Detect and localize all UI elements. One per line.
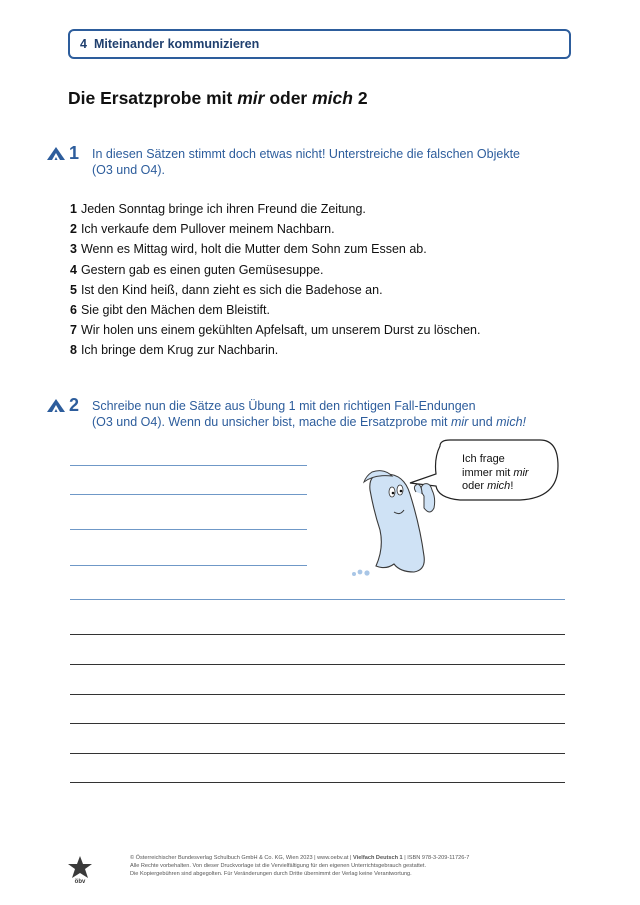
bubble-text: oder: [462, 480, 488, 492]
writing-line[interactable]: [70, 694, 565, 695]
page-title: [68, 88, 368, 109]
sentence-text: Ich verkaufe dem Pullover meinem Nachbarn.: [80, 222, 335, 237]
footer-text: | ISBN 978-3-209-11726-7: [402, 855, 470, 861]
sentence-item: [70, 260, 480, 280]
instruction-line: In diesen Sätzen stimmt doch etwas nicht! Unterstreiche die falschen Objekte: [92, 147, 520, 161]
title-word-mich: mich: [312, 88, 353, 108]
instruction-word-mir: mir: [450, 415, 469, 429]
sentence-text: Wenn es Mittag wird, holt die Mutter dem Sohn zum Essen ab.: [80, 242, 427, 257]
bubble-text: !: [510, 480, 514, 492]
sentence-text: Jeden Sonntag bringe ich ihren Freund die Zeitung.: [80, 202, 366, 216]
chapter-header: [68, 29, 571, 59]
sentence-item: [70, 219, 480, 239]
instruction-line: [92, 414, 526, 430]
logo-text: öbv: [74, 879, 86, 884]
writing-line[interactable]: [70, 634, 565, 635]
sentence-number: 8: [70, 343, 77, 358]
bubble-word-mir: mir: [513, 466, 529, 479]
sentence-text: Ich bringe dem Krug zur Nachbarin.: [80, 343, 279, 358]
chapter-title: Miteinander kommunizieren: [93, 37, 260, 51]
instruction-line: Schreibe nun die Sätze aus Übung 1 mit den richtigen Fall-Endungen: [92, 399, 476, 413]
writing-line[interactable]: [70, 494, 307, 495]
sentence-item: [70, 320, 480, 340]
sentence-text: Sie gibt den Mächen dem Bleistift.: [80, 302, 270, 317]
title-part3: 2: [352, 88, 368, 108]
sentence-number: 5: [70, 282, 77, 297]
writing-line[interactable]: [70, 465, 307, 466]
writing-line[interactable]: [70, 723, 565, 724]
sentence-item: [70, 300, 480, 320]
sentence-item: [70, 199, 480, 219]
difficulty-mountain-icon: [46, 397, 66, 413]
title-part1: Die Ersatzprobe mit: [68, 88, 238, 108]
footer-text: © Österreichischer Bundesverlag Schulbuch GmbH & Co. KG, Wien 2023 | www.oebv.at |: [130, 855, 354, 861]
sentence-item: [70, 340, 480, 360]
writing-line[interactable]: [70, 565, 307, 566]
sentence-number: 6: [70, 302, 77, 317]
sentence-text: Ist den Kind heiß, dann zieht es sich die Badehose an.: [80, 282, 383, 297]
instruction-text: und: [468, 415, 497, 429]
title-word-mir: mir: [237, 88, 265, 108]
exercise-2-instruction: [92, 398, 526, 430]
sentence-number: 3: [70, 242, 77, 257]
copyright-footer: [130, 855, 570, 878]
chapter-number: 4: [80, 37, 87, 51]
writing-line[interactable]: [70, 664, 565, 665]
writing-line[interactable]: [70, 599, 565, 600]
sentence-number: 2: [70, 222, 77, 237]
writing-line[interactable]: [70, 529, 307, 530]
speech-bubble-text: [462, 453, 552, 494]
difficulty-mountain-icon: [46, 145, 66, 161]
exercise-2-header: [46, 395, 526, 430]
bubble-text: immer mit: [462, 466, 514, 479]
instruction-word-mich: mich!: [496, 415, 527, 429]
bubble-line: [462, 480, 552, 494]
instruction-line: (O3 und O4).: [92, 163, 165, 177]
title-part2: oder: [264, 88, 313, 108]
sentence-list: [70, 199, 480, 361]
exercise-number: 2: [69, 395, 80, 415]
bubble-word-mich: mich: [487, 480, 511, 492]
writing-line[interactable]: [70, 753, 565, 754]
exercise-1-instruction: [92, 146, 520, 178]
exercise-number: 1: [69, 143, 80, 163]
bubble-line: Ich frage: [462, 453, 505, 465]
footer-line: Alle Rechte vorbehalten. Von dieser Druckvorlage ist die Vervielfältigung für den eigenen Unterrichtsgebrauch gestattet.: [130, 862, 427, 869]
sentence-item: [70, 280, 480, 300]
oebv-logo-icon: [68, 856, 92, 884]
exercise-1-header: [46, 143, 520, 178]
footer-line: [130, 855, 570, 863]
sentence-number: 7: [70, 323, 77, 338]
sentence-number: 4: [70, 262, 77, 277]
footer-line: Die Kopiergebühren sind abgegolten. Für Veränderungen durch Dritte übernimmt der Verlag keine Verantwortung.: [130, 870, 412, 877]
writing-line[interactable]: [70, 782, 565, 783]
sentence-text: Gestern gab es einen guten Gemüsesuppe.: [80, 262, 324, 277]
footer-book-title: Vielfach Deutsch 1: [353, 855, 403, 861]
bubble-line: [462, 467, 552, 481]
sentence-text: Wir holen uns einem gekühlten Apfelsaft, um unserem Durst zu löschen.: [80, 323, 481, 338]
instruction-text: (O3 und O4). Wenn du unsicher bist, mache die Ersatzprobe mit: [92, 415, 451, 429]
sentence-number: 1: [70, 202, 77, 216]
sentence-item: [70, 239, 480, 259]
